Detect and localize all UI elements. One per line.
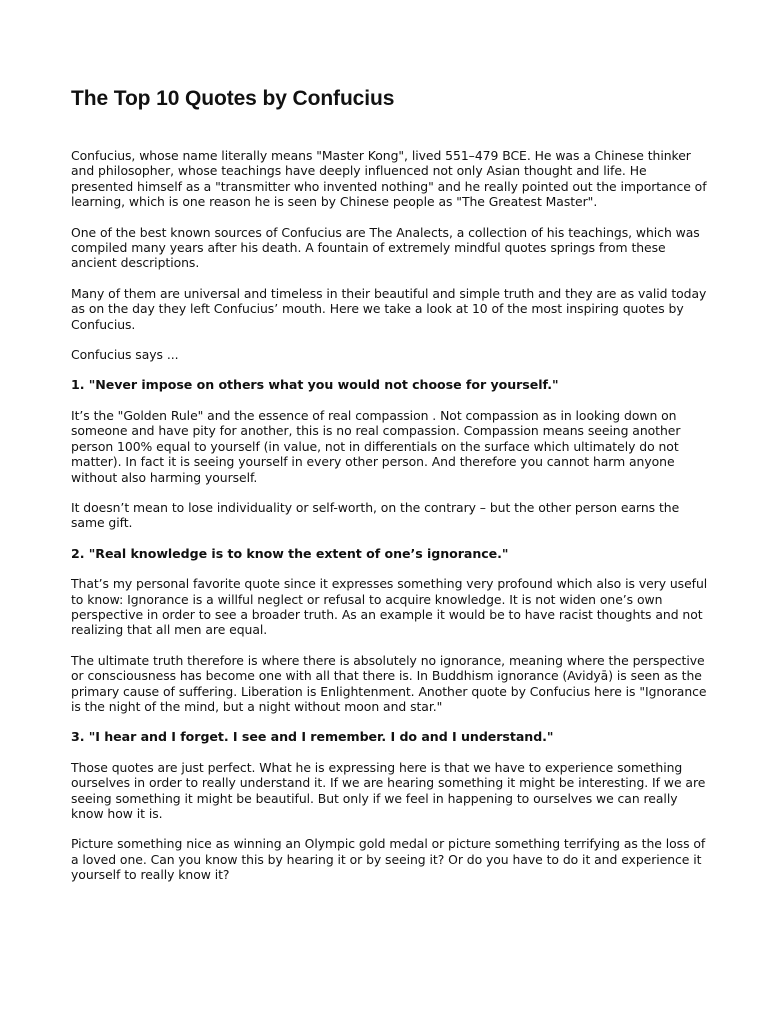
intro-paragraph: Confucius says ... xyxy=(71,347,179,363)
intro-paragraph: Many of them are universal and timeless in their beautiful and simple truth and they are as valid today as on the day they left Confucius’ mouth. Here we take a look at 10 of the most inspiring quotes by Confucius. xyxy=(71,285,707,332)
article-body xyxy=(71,148,708,883)
page-title: The Top 10 Quotes by Confucius xyxy=(71,87,395,110)
quote-heading: 1. "Never impose on others what you would not choose for yourself." xyxy=(71,377,559,393)
quote-heading: 2. "Real knowledge is to know the extent of one’s ignorance." xyxy=(71,545,509,561)
quote-paragraph: It doesn’t mean to lose individuality or self-worth, on the contrary – but the other person earns the same gift. xyxy=(71,499,680,531)
quote-paragraph: The ultimate truth therefore is where there is absolutely no ignorance, meaning where the perspective or consciousness has become one with all that there is. In Buddhism ignorance (Avidyā) is seen as the primary cause of suffering. Liberation is Enlightenment. Another quote by Confucius here is "Ignorance is the night of the mind, but a night without moon and star." xyxy=(71,652,707,714)
quote-heading: 3. "I hear and I forget. I see and I remember. I do and I understand." xyxy=(71,729,554,745)
quote-paragraph: That’s my personal favorite quote since it expresses something very profound which also is very useful to know: Ignorance is a willful neglect or refusal to acquire knowledge. It is not widen one’s own perspective in order to see a broader truth. As an example it would be to have racist thoughts and not realizing that all men are equal. xyxy=(71,576,708,638)
quote-paragraph: Picture something nice as winning an Olympic gold medal or picture something terrifying as the loss of a loved one. Can you know this by hearing it or by seeing it? Or do you have to do it and experience it yourself to really know it? xyxy=(71,836,706,883)
quote-paragraph: It’s the "Golden Rule" and the essence of real compassion . Not compassion as in looking down on someone and have pity for another, this is no real compassion. Compassion means seeing another person 100% equal to yourself (in value, not in differentials on the surface which ultimately do not matter). In fact it is seeing yourself in every other person. And therefore you cannot harm anyone without also harming yourself. xyxy=(71,407,681,485)
intro-paragraph: Confucius, whose name literally means "Master Kong", lived 551–479 BCE. He was a Chinese thinker and philosopher, whose teachings have deeply influenced not only Asian thought and life. He presented himself as a "transmitter who invented nothing" and he really pointed out the importance of learning, which is one reason he is seen by Chinese people as "The Greatest Master". xyxy=(71,148,707,210)
quote-paragraph: Those quotes are just perfect. What he is expressing here is that we have to experience something ourselves in order to really understand it. If we are hearing something it might be interesting. If we are seeing something it might be beautiful. But only if we feel in happening to ourselves we can really know how it is. xyxy=(71,759,706,821)
intro-paragraph: One of the best known sources of Confucius are The Analects, a collection of his teachings, which was compiled many years after his death. A fountain of extremely mindful quotes springs from these ancient descriptions. xyxy=(71,224,700,271)
